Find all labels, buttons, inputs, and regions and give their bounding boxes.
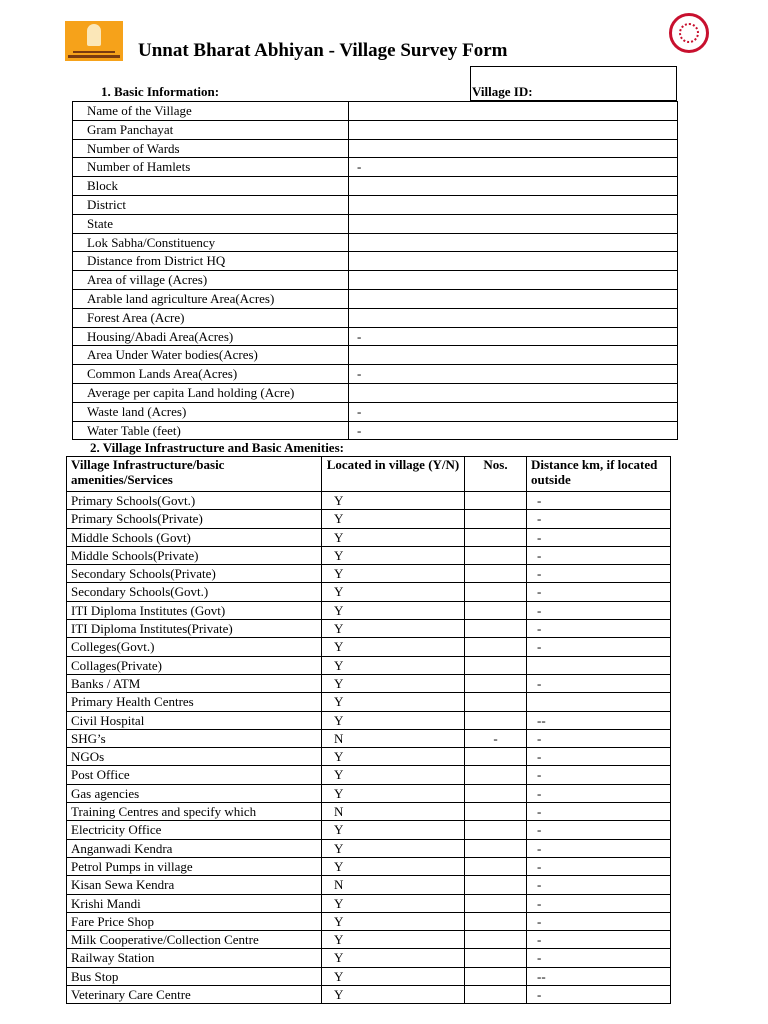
field-value[interactable] bbox=[349, 177, 678, 196]
service-name: Fare Price Shop bbox=[67, 912, 322, 930]
nos-value[interactable] bbox=[465, 583, 527, 601]
table-row bbox=[73, 365, 678, 384]
distance-value[interactable]: - bbox=[527, 565, 671, 583]
table-row bbox=[67, 748, 671, 766]
service-name: Krishi Mandi bbox=[67, 894, 322, 912]
table-row bbox=[67, 601, 671, 619]
distance-value[interactable] bbox=[527, 656, 671, 674]
table-row bbox=[67, 912, 671, 930]
table-header-row bbox=[67, 457, 671, 492]
table-row bbox=[67, 986, 671, 1004]
nos-value[interactable] bbox=[465, 620, 527, 638]
table-row bbox=[67, 693, 671, 711]
nos-value[interactable] bbox=[465, 711, 527, 729]
logo-caption-mark bbox=[73, 51, 115, 53]
column-header-located: Located in village (Y/N) bbox=[322, 457, 465, 492]
field-label: Water Table (feet) bbox=[73, 421, 349, 440]
field-value[interactable] bbox=[349, 346, 678, 365]
located-value[interactable]: Y bbox=[322, 565, 465, 583]
distance-value[interactable]: - bbox=[527, 583, 671, 601]
table-row bbox=[67, 949, 671, 967]
located-value[interactable]: Y bbox=[322, 839, 465, 857]
table-row bbox=[67, 656, 671, 674]
service-name: Colleges(Govt.) bbox=[67, 638, 322, 656]
service-name: SHG’s bbox=[67, 729, 322, 747]
table-row bbox=[73, 102, 678, 121]
table-row bbox=[67, 967, 671, 985]
service-name: Gas agencies bbox=[67, 784, 322, 802]
located-value[interactable]: N bbox=[322, 803, 465, 821]
table-row bbox=[73, 214, 678, 233]
located-value[interactable]: Y bbox=[322, 620, 465, 638]
field-label: Gram Panchayat bbox=[73, 120, 349, 139]
distance-value[interactable]: - bbox=[527, 510, 671, 528]
table-row bbox=[67, 803, 671, 821]
located-value[interactable]: Y bbox=[322, 912, 465, 930]
service-name: Middle Schools(Private) bbox=[67, 546, 322, 564]
service-name: Secondary Schools(Private) bbox=[67, 565, 322, 583]
infrastructure-heading: 2. Village Infrastructure and Basic Amenities: bbox=[90, 440, 344, 455]
field-label: State bbox=[73, 214, 349, 233]
service-name: Secondary Schools(Govt.) bbox=[67, 583, 322, 601]
nos-value[interactable] bbox=[465, 565, 527, 583]
field-label: Block bbox=[73, 177, 349, 196]
nos-value[interactable]: - bbox=[465, 729, 527, 747]
field-value[interactable]: - bbox=[349, 365, 678, 384]
field-value[interactable] bbox=[349, 308, 678, 327]
table-row bbox=[67, 784, 671, 802]
field-value[interactable] bbox=[349, 195, 678, 214]
table-row bbox=[73, 252, 678, 271]
nos-value[interactable] bbox=[465, 492, 527, 510]
located-value[interactable]: N bbox=[322, 876, 465, 894]
located-value[interactable]: N bbox=[322, 729, 465, 747]
table-row bbox=[67, 583, 671, 601]
nos-value[interactable] bbox=[465, 949, 527, 967]
distance-value[interactable]: - bbox=[527, 638, 671, 656]
nos-value[interactable] bbox=[465, 638, 527, 656]
page-title: Unnat Bharat Abhiyan - Village Survey Form bbox=[138, 40, 508, 61]
distance-value[interactable]: - bbox=[527, 748, 671, 766]
service-name: Petrol Pumps in village bbox=[67, 857, 322, 875]
table-row bbox=[67, 492, 671, 510]
distance-value[interactable]: - bbox=[527, 729, 671, 747]
nos-value[interactable] bbox=[465, 601, 527, 619]
table-row bbox=[73, 346, 678, 365]
distance-value[interactable]: - bbox=[527, 620, 671, 638]
distance-value[interactable]: - bbox=[527, 803, 671, 821]
field-value[interactable] bbox=[349, 102, 678, 121]
field-label: Name of the Village bbox=[73, 102, 349, 121]
located-value[interactable]: Y bbox=[322, 674, 465, 692]
service-name: Primary Health Centres bbox=[67, 693, 322, 711]
distance-value[interactable]: - bbox=[527, 766, 671, 784]
field-label: Area Under Water bodies(Acres) bbox=[73, 346, 349, 365]
distance-value[interactable]: - bbox=[527, 674, 671, 692]
field-label: Distance from District HQ bbox=[73, 252, 349, 271]
field-value[interactable] bbox=[349, 252, 678, 271]
nos-value[interactable] bbox=[465, 784, 527, 802]
located-value[interactable]: Y bbox=[322, 601, 465, 619]
field-value[interactable] bbox=[349, 289, 678, 308]
service-name: Milk Cooperative/Collection Centre bbox=[67, 931, 322, 949]
distance-value[interactable]: - bbox=[527, 821, 671, 839]
field-value[interactable]: - bbox=[349, 327, 678, 346]
nos-value[interactable] bbox=[465, 674, 527, 692]
table-row bbox=[67, 876, 671, 894]
table-row bbox=[67, 729, 671, 747]
located-value[interactable]: Y bbox=[322, 766, 465, 784]
distance-value[interactable] bbox=[527, 693, 671, 711]
table-row bbox=[73, 177, 678, 196]
column-header-service: Village Infrastructure/basic amenities/Services bbox=[67, 457, 322, 492]
nos-value[interactable] bbox=[465, 803, 527, 821]
field-label: Common Lands Area(Acres) bbox=[73, 365, 349, 384]
nos-value[interactable] bbox=[465, 967, 527, 985]
located-value[interactable]: Y bbox=[322, 711, 465, 729]
basic-info-table bbox=[72, 101, 678, 440]
table-row bbox=[67, 839, 671, 857]
service-name: NGOs bbox=[67, 748, 322, 766]
service-name: ITI Diploma Institutes(Private) bbox=[67, 620, 322, 638]
located-value[interactable]: Y bbox=[322, 656, 465, 674]
service-name: Middle Schools (Govt) bbox=[67, 528, 322, 546]
field-value[interactable]: - bbox=[349, 402, 678, 421]
located-value[interactable]: Y bbox=[322, 967, 465, 985]
table-row bbox=[73, 271, 678, 290]
nos-value[interactable] bbox=[465, 876, 527, 894]
nos-value[interactable] bbox=[465, 986, 527, 1004]
field-label: Number of Wards bbox=[73, 139, 349, 158]
located-value[interactable]: Y bbox=[322, 583, 465, 601]
table-row bbox=[73, 327, 678, 346]
field-label: Forest Area (Acre) bbox=[73, 308, 349, 327]
logo-caption-mark bbox=[68, 55, 120, 58]
nos-value[interactable] bbox=[465, 693, 527, 711]
table-row bbox=[67, 638, 671, 656]
located-value[interactable]: Y bbox=[322, 857, 465, 875]
nos-value[interactable] bbox=[465, 510, 527, 528]
distance-value[interactable]: - bbox=[527, 894, 671, 912]
located-value[interactable]: Y bbox=[322, 546, 465, 564]
unnat-bharat-abhiyan-logo bbox=[65, 21, 123, 61]
field-value[interactable] bbox=[349, 383, 678, 402]
field-value[interactable]: - bbox=[349, 158, 678, 177]
located-value[interactable]: Y bbox=[322, 693, 465, 711]
table-row bbox=[73, 120, 678, 139]
nos-value[interactable] bbox=[465, 528, 527, 546]
field-value[interactable] bbox=[349, 120, 678, 139]
distance-value[interactable]: -- bbox=[527, 967, 671, 985]
nos-value[interactable] bbox=[465, 546, 527, 564]
nos-value[interactable] bbox=[465, 656, 527, 674]
seal-inner-icon bbox=[679, 23, 699, 43]
located-value[interactable]: Y bbox=[322, 528, 465, 546]
service-name: Electricity Office bbox=[67, 821, 322, 839]
table-row bbox=[67, 711, 671, 729]
field-label: Arable land agriculture Area(Acres) bbox=[73, 289, 349, 308]
nos-value[interactable] bbox=[465, 912, 527, 930]
table-row bbox=[73, 308, 678, 327]
distance-value[interactable]: - bbox=[527, 986, 671, 1004]
field-label: Lok Sabha/Constituency bbox=[73, 233, 349, 252]
infrastructure-table bbox=[66, 456, 671, 1004]
located-value[interactable]: Y bbox=[322, 821, 465, 839]
service-name: Bus Stop bbox=[67, 967, 322, 985]
table-row bbox=[73, 289, 678, 308]
distance-value[interactable]: - bbox=[527, 546, 671, 564]
service-name: Kisan Sewa Kendra bbox=[67, 876, 322, 894]
nos-value[interactable] bbox=[465, 931, 527, 949]
service-name: Training Centres and specify which bbox=[67, 803, 322, 821]
table-row bbox=[73, 195, 678, 214]
located-value[interactable]: Y bbox=[322, 638, 465, 656]
distance-value[interactable]: - bbox=[527, 492, 671, 510]
table-row bbox=[67, 821, 671, 839]
nos-value[interactable] bbox=[465, 766, 527, 784]
located-value[interactable]: Y bbox=[322, 510, 465, 528]
table-row bbox=[67, 565, 671, 583]
field-label: Waste land (Acres) bbox=[73, 402, 349, 421]
table-row bbox=[73, 421, 678, 440]
service-name: ITI Diploma Institutes (Govt) bbox=[67, 601, 322, 619]
table-row bbox=[73, 233, 678, 252]
distance-value[interactable]: - bbox=[527, 912, 671, 930]
field-value[interactable] bbox=[349, 214, 678, 233]
field-label: Number of Hamlets bbox=[73, 158, 349, 177]
service-name: Railway Station bbox=[67, 949, 322, 967]
table-row bbox=[73, 139, 678, 158]
located-value[interactable]: Y bbox=[322, 949, 465, 967]
service-name: Civil Hospital bbox=[67, 711, 322, 729]
service-name: Post Office bbox=[67, 766, 322, 784]
table-row bbox=[67, 894, 671, 912]
nos-value[interactable] bbox=[465, 748, 527, 766]
distance-value[interactable]: -- bbox=[527, 711, 671, 729]
located-value[interactable]: Y bbox=[322, 931, 465, 949]
distance-value[interactable]: - bbox=[527, 528, 671, 546]
located-value[interactable]: Y bbox=[322, 748, 465, 766]
located-value[interactable]: Y bbox=[322, 986, 465, 1004]
distance-value[interactable]: - bbox=[527, 931, 671, 949]
table-row bbox=[73, 383, 678, 402]
distance-value[interactable]: - bbox=[527, 601, 671, 619]
field-label: Housing/Abadi Area(Acres) bbox=[73, 327, 349, 346]
service-name: Veterinary Care Centre bbox=[67, 986, 322, 1004]
table-row bbox=[67, 546, 671, 564]
field-value[interactable] bbox=[349, 271, 678, 290]
logo-figure-icon bbox=[87, 24, 101, 46]
column-header-distance: Distance km, if located outside bbox=[527, 457, 671, 492]
nos-value[interactable] bbox=[465, 894, 527, 912]
iit-delhi-seal bbox=[669, 13, 709, 53]
table-row bbox=[67, 674, 671, 692]
column-header-nos: Nos. bbox=[465, 457, 527, 492]
table-row bbox=[67, 528, 671, 546]
field-value[interactable] bbox=[349, 233, 678, 252]
located-value[interactable]: Y bbox=[322, 894, 465, 912]
nos-value[interactable] bbox=[465, 821, 527, 839]
distance-value[interactable]: - bbox=[527, 784, 671, 802]
table-row bbox=[67, 766, 671, 784]
field-label: District bbox=[73, 195, 349, 214]
field-value[interactable] bbox=[349, 139, 678, 158]
distance-value[interactable]: - bbox=[527, 857, 671, 875]
table-row bbox=[67, 857, 671, 875]
service-name: Primary Schools(Govt.) bbox=[67, 492, 322, 510]
table-row bbox=[67, 620, 671, 638]
distance-value[interactable]: - bbox=[527, 949, 671, 967]
service-name: Banks / ATM bbox=[67, 674, 322, 692]
service-name: Anganwadi Kendra bbox=[67, 839, 322, 857]
field-label: Area of village (Acres) bbox=[73, 271, 349, 290]
basic-info-heading: 1. Basic Information: bbox=[101, 84, 220, 99]
service-name: Primary Schools(Private) bbox=[67, 510, 322, 528]
table-row bbox=[73, 402, 678, 421]
table-row bbox=[73, 158, 678, 177]
table-row bbox=[67, 931, 671, 949]
service-name: Collages(Private) bbox=[67, 656, 322, 674]
village-id-label: Village ID: bbox=[472, 84, 533, 99]
table-row bbox=[67, 510, 671, 528]
located-value[interactable]: Y bbox=[322, 784, 465, 802]
located-value[interactable]: Y bbox=[322, 492, 465, 510]
distance-value[interactable]: - bbox=[527, 839, 671, 857]
distance-value[interactable]: - bbox=[527, 876, 671, 894]
field-label: Average per capita Land holding (Acre) bbox=[73, 383, 349, 402]
nos-value[interactable] bbox=[465, 839, 527, 857]
nos-value[interactable] bbox=[465, 857, 527, 875]
field-value[interactable]: - bbox=[349, 421, 678, 440]
